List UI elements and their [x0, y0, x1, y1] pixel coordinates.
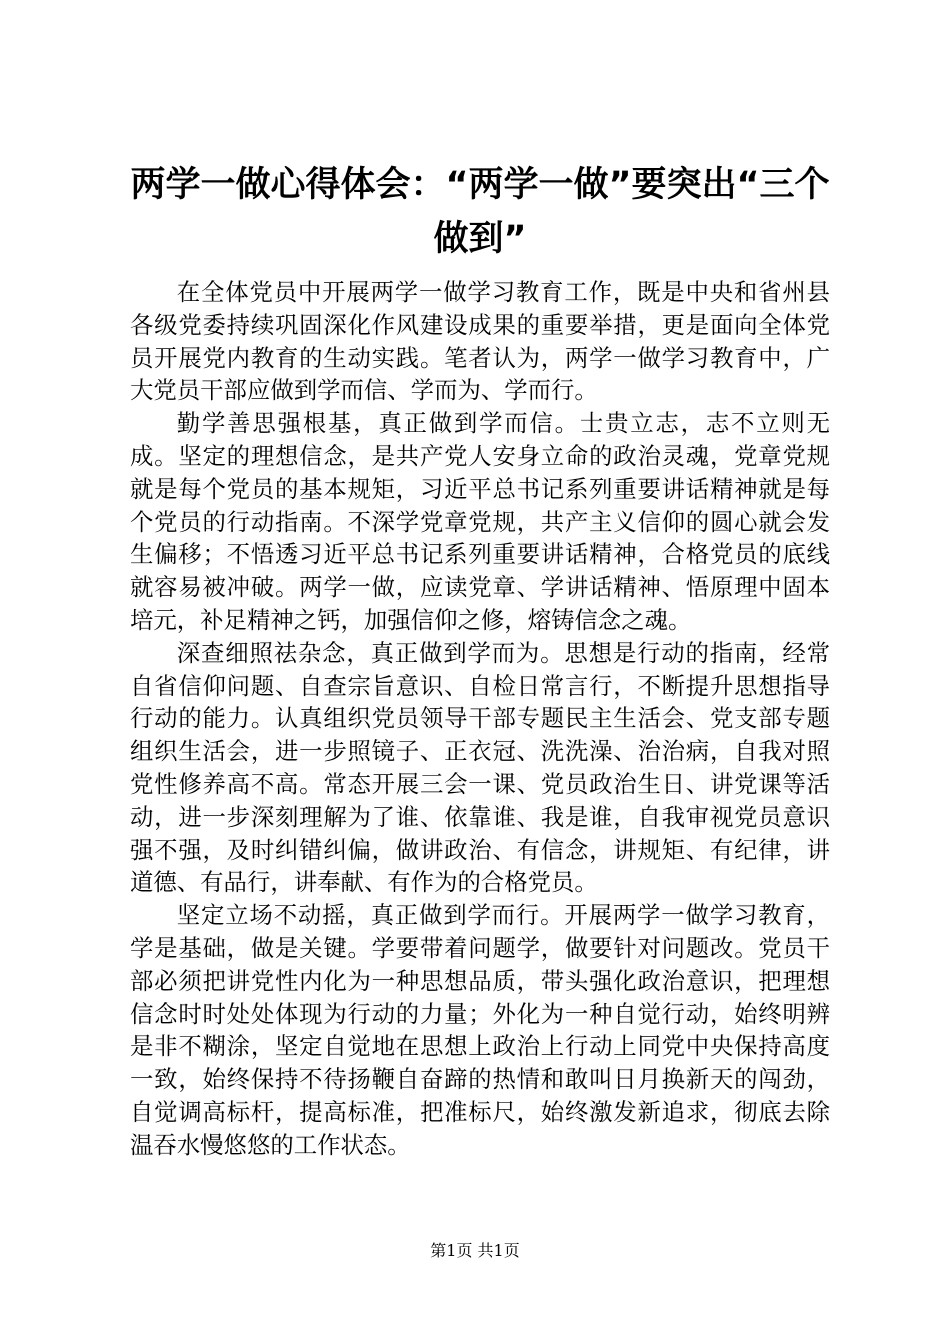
- page-footer: 第1页 共1页: [430, 1241, 520, 1260]
- paragraph-learn-and-act: 深查细照祛杂念，真正做到学而为。思想是行动的指南，经常自省信仰问题、自查宗旨意识、自检日常言行，不断提升思想指导行动的能力。认真组织党员领导干部专题民主生活会、党支部专题组织生活会，进一步照镜子、正衣冠、洗洗澡、治治病，自我对照党性修养高不高。常态开展三会一课、党员政治生日、讲党课等活动，进一步深刻理解为了谁、依靠谁、我是谁，自我审视党员意识强不强，及时纠错纠偏，做讲政治、有信念，讲规矩、有纪律，讲道德、有品行，讲奉献、有作为的合格党员。: [130, 638, 830, 897]
- document-title: 两学一做心得体会：“两学一做”要突出“三个做到”: [130, 165, 830, 259]
- paragraph-intro: 在全体党员中开展两学一做学习教育工作，既是中央和省州县各级党委持续巩固深化作风建设成果的重要举措，更是面向全体党员开展党内教育的生动实践。笔者认为，两学一做学习教育中，广大党员干部应做到学而信、学而为、学而行。: [130, 278, 830, 405]
- document-page: [130, 158, 830, 1162]
- paragraph-learn-and-practice: 坚定立场不动摇，真正做到学而行。开展两学一做学习教育，学是基础，做是关键。学要带着问题学，做要针对问题改。党员干部必须把讲党性内化为一种思想品质，带头强化政治意识，把理想信念时时处处体现为行动的力量；外化为一种自觉行动，始终明辨是非不糊涂，坚定自觉地在思想上政治上行动上同党中央保持高度一致，始终保持不待扬鞭自奋蹄的热情和敢叫日月换新天的闯劲，自觉调高标杆，提高标准，把准标尺，始终激发新追求，彻底去除温吞水慢悠悠的工作状态。: [130, 901, 830, 1159]
- document-body: [130, 276, 830, 1162]
- paragraph-learn-and-believe: 勤学善思强根基，真正做到学而信。士贵立志，志不立则无成。坚定的理想信念，是共产党人安身立命的政治灵魂，党章党规就是每个党员的基本规矩，习近平总书记系列重要讲话精神就是每个党员的行动指南。不深学党章党规，共产主义信仰的圆心就会发生偏移；不悟透习近平总书记系列重要讲话精神，合格党员的底线就容易被冲破。两学一做，应读党章、学讲话精神、悟原理中固本培元，补足精神之钙，加强信仰之修，熔铸信念之魂。: [130, 409, 830, 634]
